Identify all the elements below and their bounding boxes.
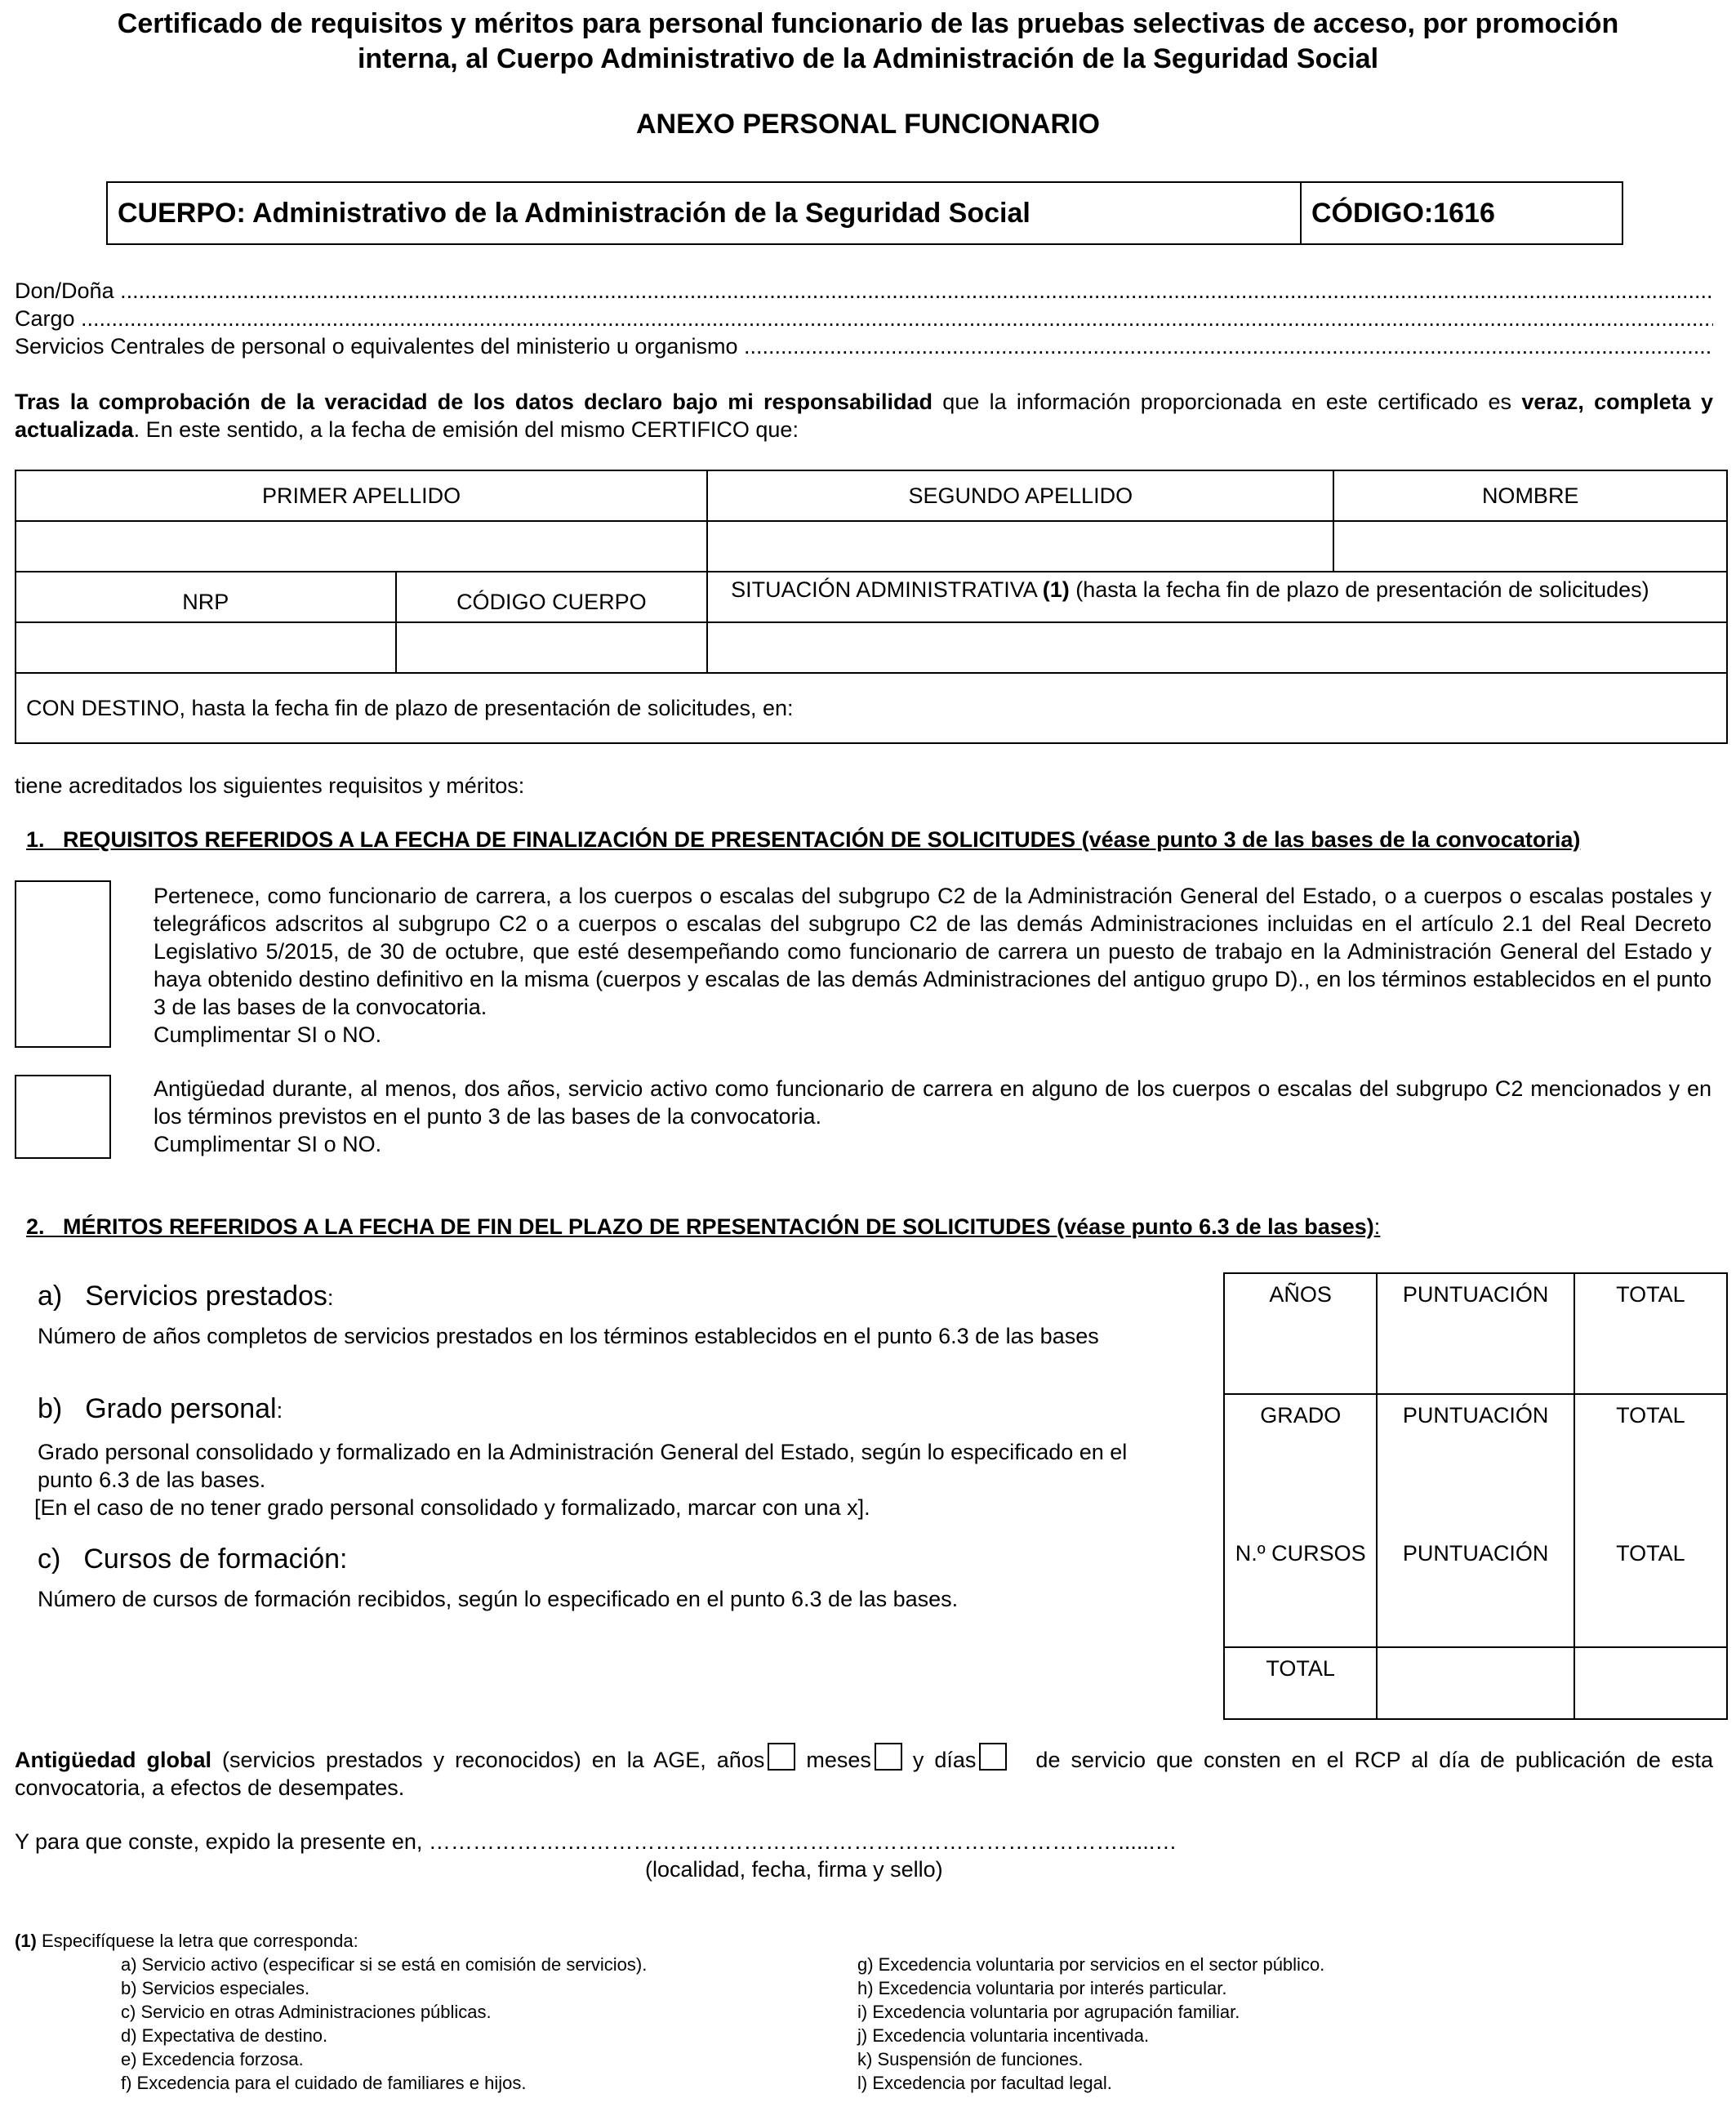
declaration-bold-1: Tras la comprobación de la veracidad de los datos declaro bajo mi responsabilidad (15, 390, 933, 414)
anos-box[interactable] (768, 1743, 795, 1771)
merit-a-text: Número de años completos de servicios prestados en los términos establecidos en el punto 6.3 de las bases (38, 1324, 1099, 1348)
footnote-item: b) Servicios especiales. (121, 1978, 310, 1998)
personal-data-table (15, 470, 1728, 744)
annex-heading: ANEXO PERSONAL FUNCIONARIO (636, 109, 1100, 140)
footnote-item: c) Servicio en otras Administraciones públicas. (121, 2002, 492, 2022)
total-row-total[interactable] (1574, 1647, 1727, 1719)
puntuacion-c-header[interactable]: PUNTUACIÓN (1377, 1533, 1574, 1647)
puntuacion-a-header[interactable]: PUNTUACIÓN (1377, 1273, 1574, 1394)
total-row-label: TOTAL (1224, 1647, 1377, 1719)
total-a-header[interactable]: TOTAL (1574, 1273, 1727, 1394)
merit-a-title: Servicios prestados (85, 1281, 327, 1312)
merit-b-text: Grado personal consolidado y formalizado en la Administración General del Estado, según lo especificado en el punto 6.3 de las bases. (38, 1440, 1128, 1492)
antiguedad-text-2: meses (795, 1748, 871, 1772)
identity-fields (15, 277, 1713, 360)
title-line-1: Certificado de requisitos y méritos para personal funcionario de las pruebas selectivas de acceso, por promoción (117, 8, 1619, 39)
segundo-apellido-header: SEGUNDO APELLIDO (707, 470, 1333, 521)
situacion-header (707, 572, 1727, 622)
servicios-field[interactable] (15, 332, 1713, 360)
merit-a-colon: : (327, 1285, 334, 1310)
total-row-puntuacion[interactable] (1377, 1647, 1574, 1719)
declaration-bold-2: veraz, completa y actualizada (15, 390, 1713, 442)
footnote-item: l) Excedencia por facultad legal. (857, 2073, 1112, 2093)
anos-header[interactable]: AÑOS (1224, 1273, 1377, 1394)
nombre-input[interactable] (1333, 521, 1727, 572)
nombre-header: NOMBRE (1333, 470, 1727, 521)
servicios-label: Servicios Centrales de personal o equivalentes del ministerio u organismo (15, 334, 744, 359)
antiguedad-label: Antigüedad global (15, 1748, 211, 1772)
antiguedad-text-3: y días (901, 1748, 977, 1772)
puntuacion-b-header[interactable]: PUNTUACIÓN (1377, 1394, 1574, 1533)
cuerpo-box (106, 181, 1623, 245)
footnote-right-list (857, 1953, 1324, 2095)
nrp-input[interactable] (16, 622, 396, 673)
meses-box[interactable] (875, 1743, 902, 1771)
footnote-item: f) Excedencia para el cuidado de familiares e hijos. (121, 2073, 527, 2093)
req-2-note: Cumplimentar SI o NO. (154, 1132, 382, 1156)
section-2-colon: : (1373, 1214, 1381, 1239)
footnote-item: e) Excedencia forzosa. (121, 2049, 304, 2069)
footnote-item: g) Excedencia voluntaria por servicios en el sector público. (857, 1954, 1325, 1975)
codigo-cuerpo-header: CÓDIGO CUERPO (396, 572, 708, 622)
merit-c-title: Cursos de formación: (83, 1544, 348, 1575)
primer-apellido-header: PRIMER APELLIDO (16, 470, 707, 521)
grado-header[interactable]: GRADO (1224, 1394, 1377, 1533)
req-1-note: Cumplimentar SI o NO. (154, 1022, 382, 1047)
cuerpo-code: CÓDIGO:1616 (1311, 197, 1495, 229)
codigo-cuerpo-input[interactable] (396, 622, 708, 673)
merit-b (34, 1393, 1181, 1521)
situacion-note: (hasta la fecha fin de plazo de presentación de solicitudes) (1069, 577, 1649, 602)
req-1-text: Pertenece, como funcionario de carrera, a los cuerpos o escalas del subgrupo C2 de la Administración General del Estado, o a cuerpos o escalas postales y telegráficos adscritos al subgrupo C2 o a cuerpos o escalas del subgrupo C2 de las demás Administraciones incluidas en el artículo 2.1 del Real Decreto Legislativo 5/2015, de 30 de octubre, que esté desempeñando como funcionario de carrera un puesto de trabajo en la Administración General del Estado y haya obtenido destino definitivo en la misma (cuerpos y escalas de las demás Administraciones del antiguo grupo D)., en los términos establecidos en el punto 3 de las bases de la convocatoria. (154, 884, 1712, 1019)
merit-b-note: [En el caso de no tener grado personal consolidado y formalizado, marcar con una x]. (34, 1495, 870, 1520)
segundo-apellido-input[interactable] (707, 521, 1333, 572)
cursos-header[interactable]: N.º CURSOS (1224, 1533, 1377, 1647)
footnote-item: a) Servicio activo (especificar si se está en comisión de servicios). (121, 1954, 648, 1975)
req-2 (154, 1075, 1712, 1158)
situacion-input[interactable] (707, 622, 1727, 673)
don-label: Don/Doña (15, 278, 121, 303)
footnote-item: j) Excedencia voluntaria incentivada. (857, 2025, 1150, 2046)
antiguedad-text-1: (servicios prestados y reconocidos) en la AGE, años (211, 1748, 765, 1772)
merit-c (38, 1544, 1181, 1613)
footnote-item: d) Expectativa de destino. (121, 2025, 328, 2046)
expido-sub: (localidad, fecha, firma y sello) (645, 1857, 943, 1882)
req-1-checkbox[interactable] (15, 880, 111, 1048)
merit-a (38, 1281, 1189, 1350)
nrp-header: NRP (16, 572, 396, 622)
expido-line: Y para que conste, expido la presente en, ……………….…………………………………………………………………......… (15, 1829, 1177, 1854)
footnote-left-list (121, 1953, 647, 2095)
total-c-header[interactable]: TOTAL (1574, 1533, 1727, 1647)
section-2-title-text: 2. MÉRITOS REFERIDOS A LA FECHA DE FIN DEL PLAZO DE RPESENTACIÓN DE SOLICITUDES (véase punto 6.3 de las bases) (26, 1214, 1374, 1239)
merit-b-label: b) (38, 1393, 63, 1424)
footnote-intro (15, 1929, 358, 1953)
declaration-text-2: . En este sentido, a la fecha de emisión del mismo CERTIFICO que: (133, 417, 799, 442)
footnote-ref: (1) (1042, 577, 1070, 602)
merit-a-label: a) (38, 1281, 63, 1312)
title-line-2: interna, al Cuerpo Administrativo de la Administración de la Seguridad Social (357, 43, 1379, 74)
footnote-item: k) Suspensión de funciones. (857, 2049, 1084, 2069)
footnote-ref-label: (1) (15, 1931, 37, 1951)
antiguedad-text-4: de servicio que consten en el RCP al día de publicación de esta convocatoria, a efectos de desempates. (15, 1748, 1713, 1800)
section-1-title: 1. REQUISITOS REFERIDOS A LA FECHA DE FINALIZACIÓN DE PRESENTACIÓN DE SOLICITUDES (véase punto 3 de las bases de la convocatoria) (26, 827, 1581, 852)
primer-apellido-input[interactable] (16, 521, 707, 572)
footnote-item: h) Excedencia voluntaria por interés particular. (857, 1978, 1227, 1998)
antiguedad (15, 1743, 1713, 1802)
merit-c-label: c) (38, 1544, 61, 1575)
don-field[interactable] (15, 277, 1713, 305)
con-destino-field[interactable]: CON DESTINO, hasta la fecha fin de plazo de presentación de solicitudes, en: (16, 673, 1727, 743)
req-2-text: Antigüedad durante, al menos, dos años, servicio activo como funcionario de carrera en alguno de los cuerpos o escalas del subgrupo C2 mencionados y en los términos previstos en el punto 3 de las bases de la convocatoria. (154, 1076, 1712, 1129)
declaration (15, 388, 1713, 443)
total-b-header[interactable]: TOTAL (1574, 1394, 1727, 1533)
footnote-intro-text: Especifíquese la letra que corresponda: (36, 1931, 358, 1951)
dias-box[interactable] (979, 1743, 1007, 1771)
tiene-text: tiene acreditados los siguientes requisitos y méritos: (15, 773, 525, 798)
declaration-text-1: que la información proporcionada en este certificado es (933, 390, 1522, 414)
section-2-title (26, 1214, 1380, 1240)
merit-b-title: Grado personal (85, 1393, 277, 1424)
cuerpo-name: CUERPO: Administrativo de la Administración de la Seguridad Social (108, 183, 1302, 243)
merit-b-colon: : (276, 1398, 283, 1423)
req-1 (154, 882, 1712, 1049)
req-2-checkbox[interactable] (15, 1075, 111, 1159)
merit-c-text: Número de cursos de formación recibidos, según lo especificado en el punto 6.3 de las bases. (38, 1587, 959, 1611)
situacion-label: SITUACIÓN ADMINISTRATIVA (731, 577, 1043, 602)
cargo-field[interactable] (15, 305, 1713, 332)
merits-score-table (1223, 1272, 1728, 1720)
cargo-label: Cargo (15, 306, 82, 331)
footnote-item: i) Excedencia voluntaria por agrupación familiar. (857, 2002, 1240, 2022)
document-title (0, 7, 1736, 77)
